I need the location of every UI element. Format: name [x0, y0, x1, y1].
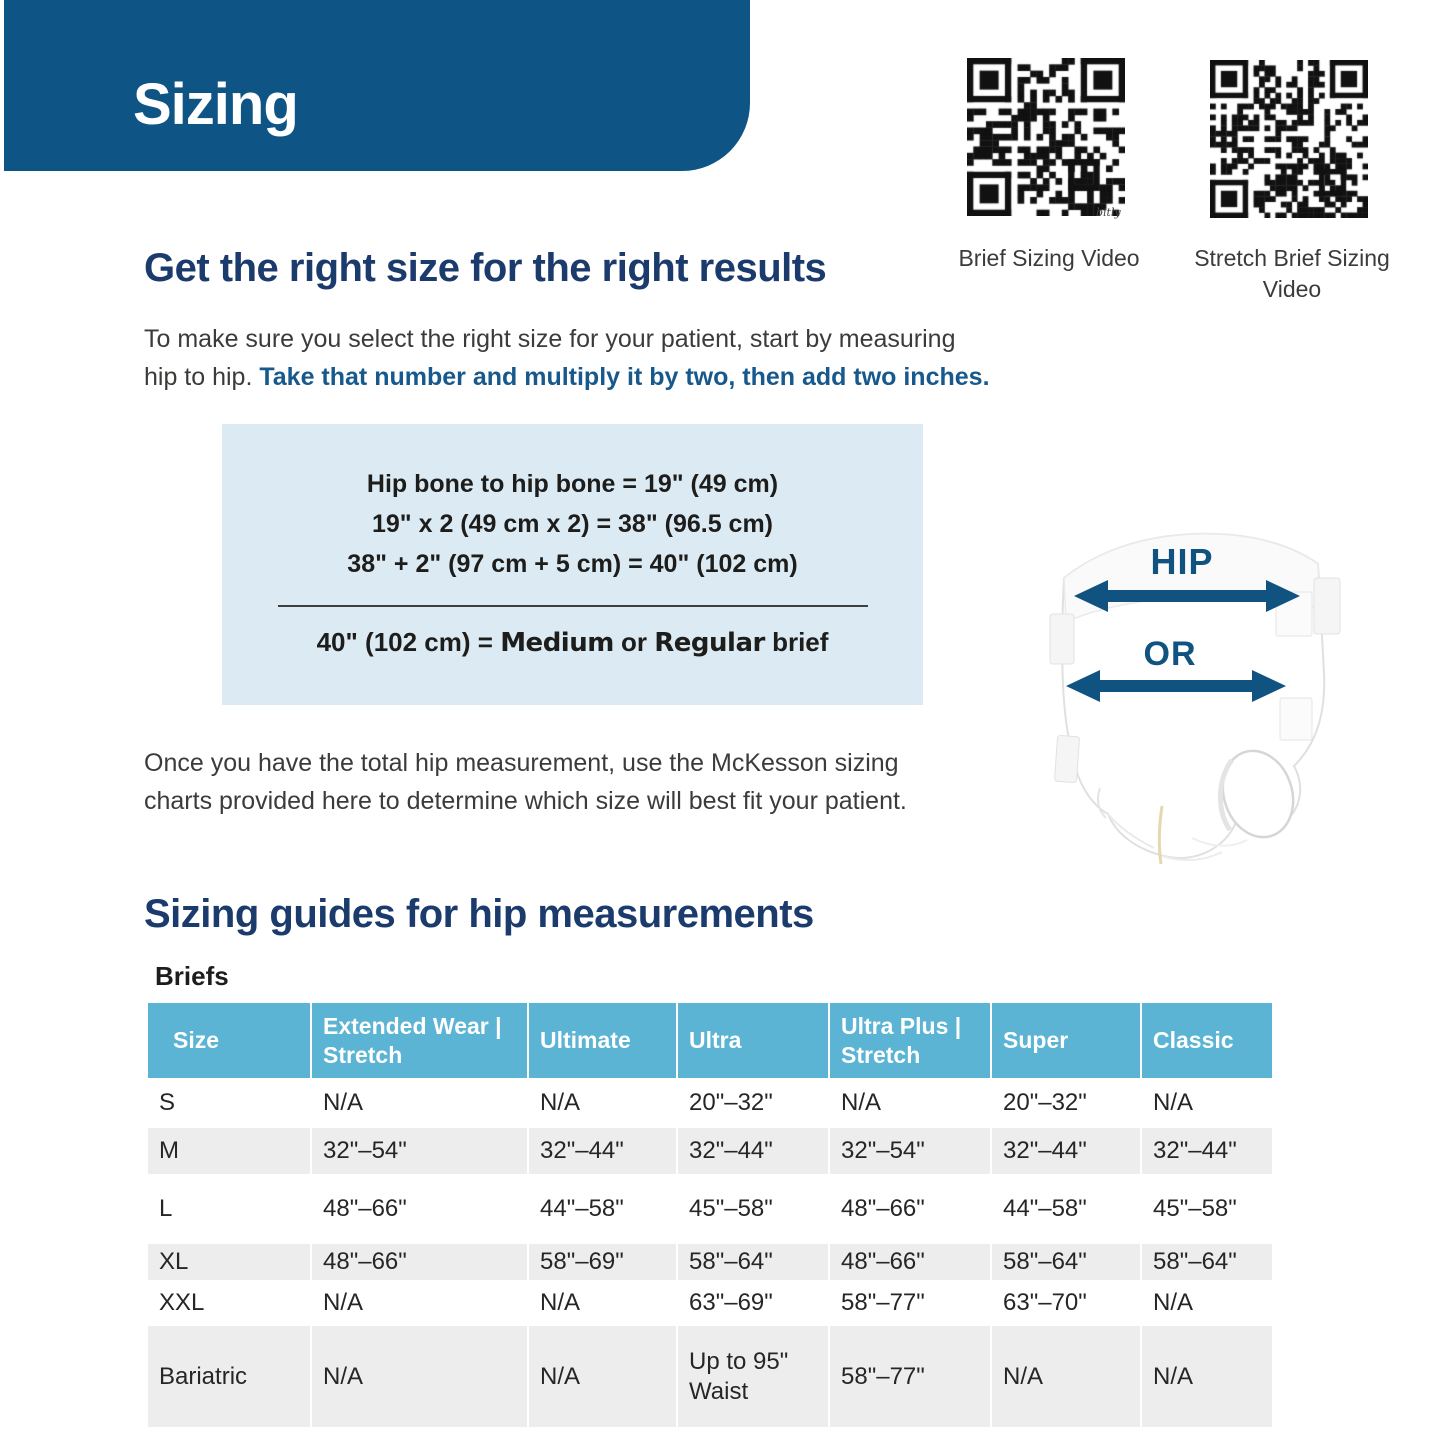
outro-paragraph	[144, 744, 1074, 820]
stretch-brief-sizing-video-qr-code	[1210, 60, 1368, 218]
calc-line-3: 38" + 2" (97 cm + 5 cm) = 40" (102 cm)	[347, 550, 798, 578]
qr1-caption: Brief Sizing Video	[958, 245, 1140, 271]
calc-result-line	[317, 627, 829, 658]
brief-illustration	[1042, 518, 1348, 870]
header-cell: Classic	[1141, 1003, 1272, 1078]
header-cell: Ultra	[677, 1003, 829, 1078]
page-title: Sizing	[133, 72, 298, 137]
table-cell: N/A	[311, 1326, 528, 1427]
table-cell: 58"–64"	[991, 1244, 1141, 1280]
table-cell: 32"–44"	[1141, 1128, 1272, 1174]
table-cell: N/A	[991, 1326, 1141, 1427]
intro-text-line2: hip to hip.	[144, 363, 260, 391]
table-cell: 63"–70"	[991, 1280, 1141, 1326]
bitly-logo: bitly	[1096, 206, 1121, 219]
calc-line-2: 19" x 2 (49 cm x 2) = 38" (96.5 cm)	[371, 510, 774, 538]
table-cell: N/A	[311, 1280, 528, 1326]
table-cell: 44"–58"	[991, 1174, 1141, 1244]
table-cell: 44"–58"	[528, 1174, 677, 1244]
table-cell: N/A	[1141, 1280, 1272, 1326]
table-cell: 45"–58"	[677, 1174, 829, 1244]
table-cell: N/A	[528, 1326, 677, 1427]
table-cell: 32"–44"	[991, 1128, 1141, 1174]
table-cell: Up to 95" Waist	[677, 1326, 829, 1427]
calc-result-suffix: brief	[764, 627, 829, 657]
intro-paragraph	[144, 320, 1074, 396]
calculation-example-box	[222, 424, 923, 705]
table-cell: 58"–77"	[829, 1326, 991, 1427]
brief-fastener-tab-2	[1280, 698, 1312, 740]
table-cell: N/A	[528, 1078, 677, 1128]
outro-text-line2: charts provided here to determine which size will best fit your patient.	[144, 787, 907, 815]
table-cell: 48"–66"	[311, 1244, 528, 1280]
calc-line-1: Hip bone to hip bone = 19" (49 cm)	[366, 470, 779, 498]
table-cell: 58"–64"	[677, 1244, 829, 1280]
table-cell: M	[148, 1128, 311, 1174]
header-cell: Size	[148, 1003, 311, 1078]
brief-left-tape	[1050, 614, 1074, 664]
header-cell: Extended Wear | Stretch	[311, 1003, 528, 1078]
table-cell: XXL	[148, 1280, 311, 1326]
table-cell: 45"–58"	[1141, 1174, 1272, 1244]
table-cell: 32"–54"	[311, 1128, 528, 1174]
briefs-table-title: Briefs	[155, 961, 229, 991]
table-cell: 32"–44"	[677, 1128, 829, 1174]
table-cell: 48"–66"	[829, 1244, 991, 1280]
table-cell: 58"–64"	[1141, 1244, 1272, 1280]
table-cell: N/A	[1141, 1326, 1272, 1427]
briefs-table-header-row	[148, 1003, 1272, 1078]
table-cell: 20"–32"	[991, 1078, 1141, 1128]
table-cell: XL	[148, 1244, 311, 1280]
calc-result-or: or	[613, 627, 655, 657]
table-cell: S	[148, 1078, 311, 1128]
briefs-table	[148, 1003, 1272, 1427]
table-cell: L	[148, 1174, 311, 1244]
intro-text-line1: To make sure you select the right size for your patient, start by measuring	[144, 325, 956, 353]
table-row	[148, 1244, 1272, 1280]
header-cell: Ultra Plus | Stretch	[829, 1003, 991, 1078]
table-cell: N/A	[528, 1280, 677, 1326]
header-cell: Super	[991, 1003, 1141, 1078]
table-cell: Bariatric	[148, 1326, 311, 1427]
table-row	[148, 1078, 1272, 1128]
calc-result-regular: Regular	[654, 628, 765, 658]
intro-text-bold: Take that number and multiply it by two, then add two inches.	[259, 363, 990, 391]
table-row	[148, 1174, 1272, 1244]
table-cell: 58"–77"	[829, 1280, 991, 1326]
outro-text-line1: Once you have the total hip measurement, use the McKesson sizing	[144, 749, 899, 777]
table-cell: N/A	[829, 1078, 991, 1128]
brief-right-tape	[1314, 578, 1340, 634]
table-cell: 48"–66"	[311, 1174, 528, 1244]
hip-label: HIP	[1150, 541, 1214, 582]
brief-sizing-video-qr-code	[967, 58, 1125, 216]
intro-heading: Get the right size for the right results	[144, 246, 827, 290]
table-cell: 32"–44"	[528, 1128, 677, 1174]
qr2-caption: Stretch Brief Sizing Video	[1194, 245, 1390, 302]
table-cell: N/A	[311, 1078, 528, 1128]
calc-result-prefix: 40" (102 cm) =	[316, 627, 501, 657]
page-header-banner	[4, 0, 750, 171]
table-row	[148, 1128, 1272, 1174]
table-cell: 58"–69"	[528, 1244, 677, 1280]
header-cell: Ultimate	[528, 1003, 677, 1078]
table-row	[148, 1280, 1272, 1326]
table-row	[148, 1326, 1272, 1427]
calc-divider	[278, 605, 868, 607]
sizing-guides-heading: Sizing guides for hip measurements	[144, 892, 814, 936]
calc-result-medium: Medium	[500, 628, 614, 658]
table-cell: N/A	[1141, 1078, 1272, 1128]
table-cell: 48"–66"	[829, 1174, 991, 1244]
table-cell: 20"–32"	[677, 1078, 829, 1128]
table-cell: 63"–69"	[677, 1280, 829, 1326]
or-label: OR	[1143, 635, 1197, 673]
table-cell: 32"–54"	[829, 1128, 991, 1174]
